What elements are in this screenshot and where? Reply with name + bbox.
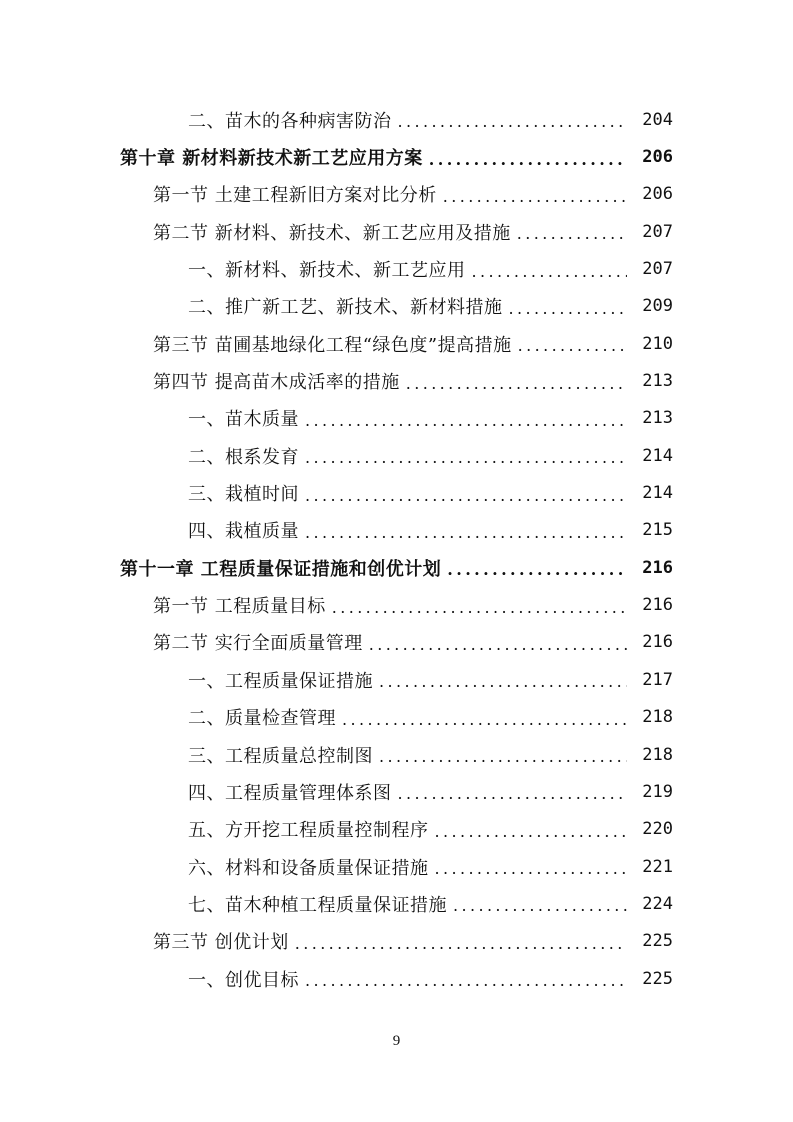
toc-entry-page: 210	[642, 333, 673, 354]
toc-subsection-entry[interactable]	[0, 811, 793, 848]
toc-subsection-entry[interactable]	[0, 437, 793, 474]
toc-entry-page: 214	[642, 445, 673, 466]
toc-dot-leader	[517, 224, 627, 243]
toc-entry-title: 三、工程质量总控制图	[188, 745, 373, 767]
toc-dot-leader	[305, 971, 627, 990]
toc-entry-title: 第四节 提高苗木成活率的措施	[153, 372, 400, 394]
toc-entry-page: 206	[642, 184, 673, 205]
toc-section-entry[interactable]	[0, 362, 793, 399]
toc-entry-title: 第二节 实行全面质量管理	[153, 633, 363, 655]
toc-entry-page: 218	[642, 707, 673, 728]
toc-entry-title: 四、栽植质量	[188, 521, 299, 543]
toc-dot-leader	[305, 523, 627, 542]
toc-chapter-entry[interactable]	[0, 138, 793, 175]
toc-section-entry[interactable]	[0, 213, 793, 250]
toc-entry-page: 209	[642, 296, 673, 317]
toc-dot-leader	[435, 859, 628, 878]
toc-entry-title: 二、苗木的各种病害防治	[188, 110, 392, 132]
toc-dot-leader	[429, 150, 627, 169]
toc-dot-leader	[406, 374, 627, 393]
toc-entry-title: 第二节 新材料、新技术、新工艺应用及措施	[153, 222, 511, 244]
toc-subsection-entry[interactable]	[0, 699, 793, 736]
toc-entry-page: 221	[642, 856, 673, 877]
toc-entry-page: 213	[642, 371, 673, 392]
toc-entry-page: 220	[642, 819, 673, 840]
toc-entry-page: 224	[642, 893, 673, 914]
toc-entry-title: 第一节 工程质量目标	[153, 596, 326, 618]
toc-subsection-entry[interactable]	[0, 773, 793, 810]
toc-dot-leader	[472, 262, 628, 281]
toc-entry-title: 第十章 新材料新技术新工艺应用方案	[120, 148, 423, 170]
toc-subsection-entry[interactable]	[0, 400, 793, 437]
toc-dot-leader	[332, 598, 627, 617]
toc-subsection-entry[interactable]	[0, 288, 793, 325]
toc-entry-page: 214	[642, 483, 673, 504]
toc-section-entry[interactable]	[0, 176, 793, 213]
toc-dot-leader	[305, 486, 627, 505]
toc-dot-leader	[435, 822, 628, 841]
table-of-contents	[0, 101, 793, 997]
toc-dot-leader	[443, 187, 627, 206]
toc-dot-leader	[305, 448, 627, 467]
toc-chapter-entry[interactable]	[0, 549, 793, 586]
toc-entry-page: 204	[642, 109, 673, 130]
toc-entry-page: 225	[642, 968, 673, 989]
toc-entry-title: 一、工程质量保证措施	[188, 670, 373, 692]
toc-section-entry[interactable]	[0, 325, 793, 362]
toc-dot-leader	[305, 411, 627, 430]
toc-subsection-entry[interactable]	[0, 848, 793, 885]
toc-entry-page: 219	[642, 781, 673, 802]
toc-entry-title: 二、质量检查管理	[188, 708, 336, 730]
toc-dot-leader	[379, 747, 627, 766]
toc-entry-title: 二、根系发育	[188, 446, 299, 468]
toc-dot-leader	[295, 934, 627, 953]
toc-subsection-entry[interactable]	[0, 885, 793, 922]
toc-subsection-entry[interactable]	[0, 101, 793, 138]
toc-subsection-entry[interactable]	[0, 960, 793, 997]
toc-dot-leader	[509, 299, 628, 318]
toc-entry-title: 二、推广新工艺、新技术、新材料措施	[188, 297, 503, 319]
toc-subsection-entry[interactable]	[0, 474, 793, 511]
toc-entry-page: 217	[642, 669, 673, 690]
toc-entry-title: 第一节 土建工程新旧方案对比分析	[153, 185, 437, 207]
toc-entry-title: 一、创优目标	[188, 969, 299, 991]
toc-dot-leader	[398, 784, 628, 803]
toc-section-entry[interactable]	[0, 624, 793, 661]
toc-subsection-entry[interactable]	[0, 661, 793, 698]
toc-entry-page: 213	[642, 408, 673, 429]
toc-subsection-entry[interactable]	[0, 512, 793, 549]
page-number: 9	[392, 1033, 401, 1049]
toc-dot-leader	[447, 560, 627, 579]
toc-entry-page: 207	[642, 259, 673, 280]
toc-dot-leader	[518, 336, 627, 355]
toc-entry-title: 一、苗木质量	[188, 409, 299, 431]
toc-entry-title: 四、工程质量管理体系图	[188, 782, 392, 804]
toc-entry-page: 225	[642, 931, 673, 952]
toc-dot-leader	[398, 112, 628, 131]
toc-dot-leader	[453, 896, 627, 915]
toc-dot-leader	[342, 710, 627, 729]
toc-entry-page: 207	[642, 221, 673, 242]
toc-entry-title: 五、方开挖工程质量控制程序	[188, 820, 429, 842]
toc-entry-page: 216	[642, 595, 673, 616]
toc-subsection-entry[interactable]	[0, 736, 793, 773]
toc-entry-title: 第三节 苗圃基地绿化工程“绿色度”提高措施	[153, 334, 512, 356]
toc-entry-title: 六、材料和设备质量保证措施	[188, 857, 429, 879]
toc-section-entry[interactable]	[0, 923, 793, 960]
toc-entry-page: 206	[642, 147, 673, 168]
toc-dot-leader	[379, 672, 627, 691]
toc-entry-title: 第十一章 工程质量保证措施和创优计划	[120, 558, 442, 580]
toc-entry-page: 216	[642, 557, 673, 578]
toc-section-entry[interactable]	[0, 586, 793, 623]
toc-entry-page: 216	[642, 632, 673, 653]
toc-entry-page: 218	[642, 744, 673, 765]
toc-subsection-entry[interactable]	[0, 250, 793, 287]
toc-entry-page: 215	[642, 520, 673, 541]
toc-dot-leader	[369, 635, 627, 654]
toc-entry-title: 七、苗木种植工程质量保证措施	[188, 894, 447, 916]
toc-entry-title: 一、新材料、新技术、新工艺应用	[188, 260, 466, 282]
toc-entry-title: 第三节 创优计划	[153, 932, 289, 954]
toc-entry-title: 三、栽植时间	[188, 484, 299, 506]
